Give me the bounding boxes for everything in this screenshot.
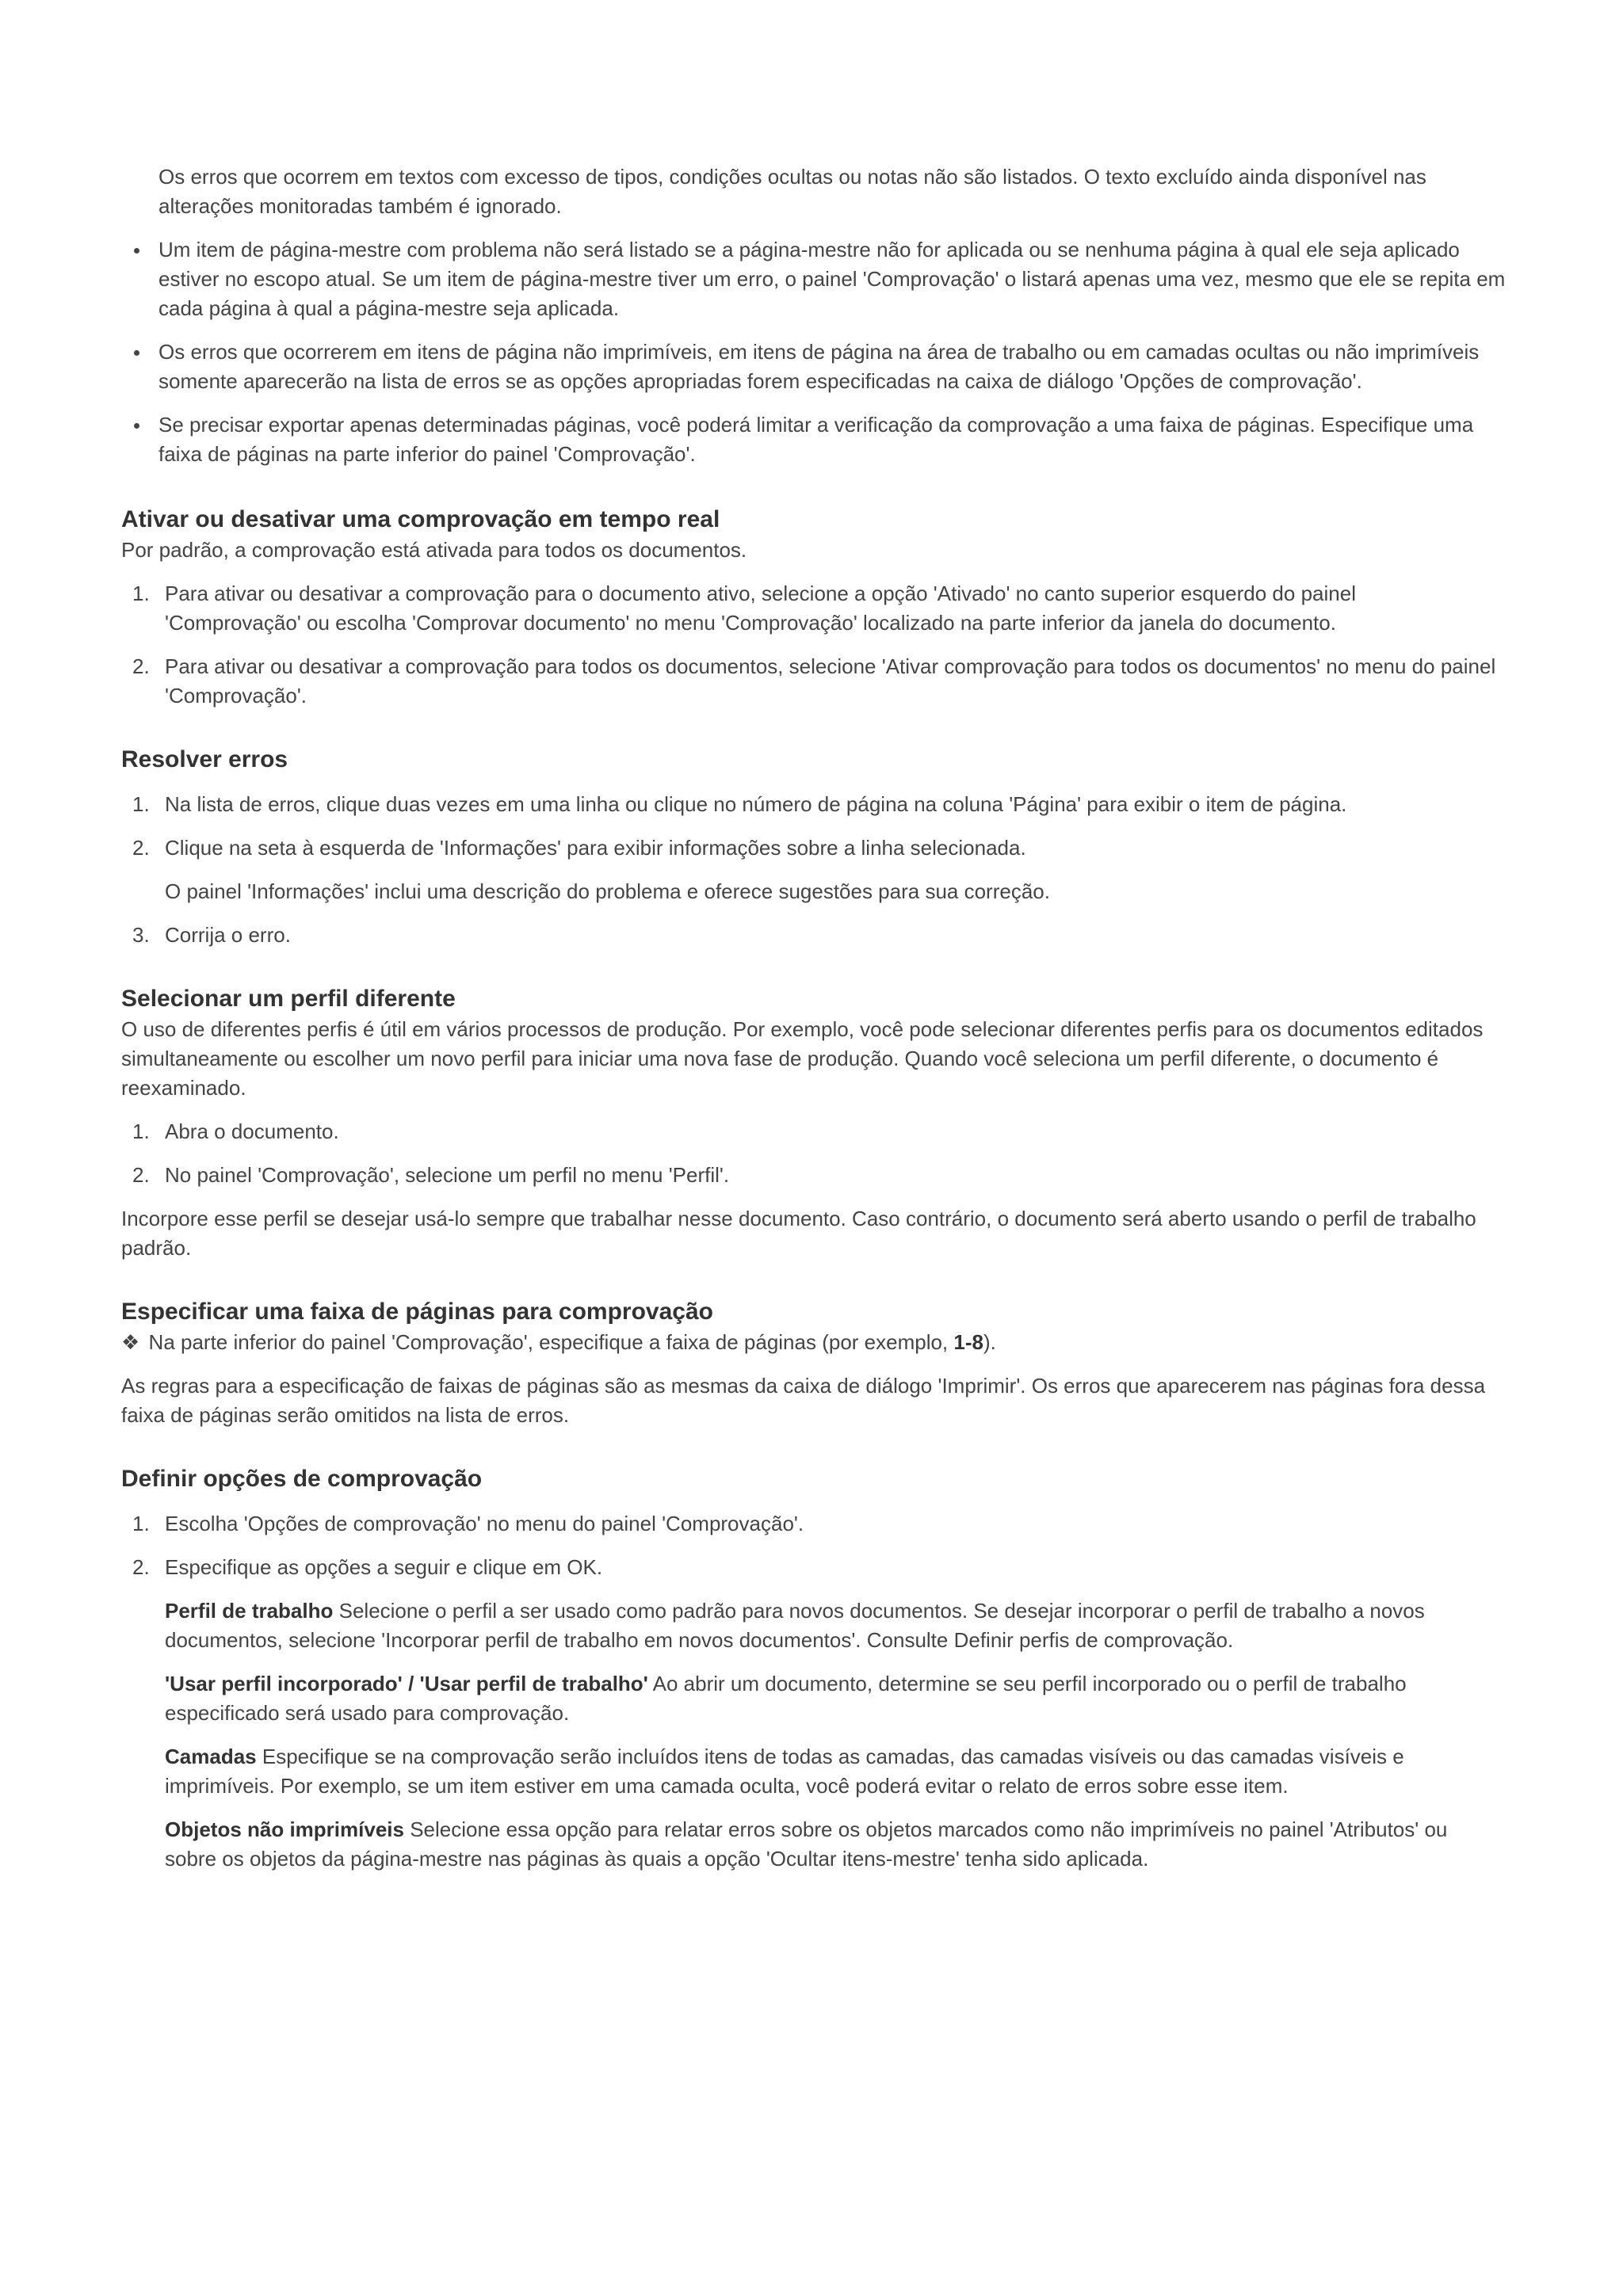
section-perfil xyxy=(121,983,1532,1263)
step-note: O painel 'Informações' inclui uma descrição do problema e oferece sugestões para sua correção. xyxy=(165,879,1050,903)
step-text-before: Na parte inferior do painel 'Comprovação', especifique a faixa de páginas (por exemplo, xyxy=(143,1330,954,1354)
step-number: 1. xyxy=(132,1119,150,1143)
list-item xyxy=(121,1161,1496,1190)
step-text: Escolha 'Opções de comprovação' no menu do painel 'Comprovação'. xyxy=(165,1512,804,1535)
step-number: 1. xyxy=(132,582,150,605)
option-item xyxy=(165,1815,1496,1874)
step-text: Corrija o erro. xyxy=(165,923,291,947)
option-term: Camadas xyxy=(165,1745,257,1768)
option-item xyxy=(165,1669,1496,1728)
section-heading: Selecionar um perfil diferente xyxy=(121,986,456,1012)
step-text: Na lista de erros, clique duas vezes em uma linha ou clique no número de página na coluna 'Página' para exibir o item de página. xyxy=(165,792,1347,816)
section-ativar xyxy=(121,504,1532,711)
step-number: 2. xyxy=(132,1555,150,1579)
steps-list xyxy=(121,579,1532,711)
option-desc: Selecione essa opção para relatar erros sobre os objetos marcados como não imprimíveis no painel 'Atributos' ou sobre os objetos da página-mestre nas páginas às quais a opção 'Ocultar itens-mestre' tenha sido aplicada. xyxy=(165,1817,1448,1871)
section-opcoes xyxy=(121,1463,1532,1874)
list-item: Um item de página-mestre com problema não será listado se a página-mestre não for aplicada ou se nenhuma página à qual ele seja aplicado estiver no escopo atual. Se um item de página-mestre tiver um erro, o painel 'Comprovação' o listará apenas uma vez, mesmo que ele se repita em cada página à qual a página-mestre seja aplicada. xyxy=(121,235,1522,323)
option-term: Objetos não imprimíveis xyxy=(165,1817,404,1841)
steps-list xyxy=(121,1117,1532,1190)
diamond-bullet-icon: ❖ xyxy=(121,1330,140,1354)
list-item: Se precisar exportar apenas determinadas páginas, você poderá limitar a verificação da comprovação a uma faixa de páginas. Especifique uma faixa de páginas na parte inferior do painel 'Comprovação'. xyxy=(121,410,1522,469)
list-item xyxy=(121,1509,1496,1539)
caveats-list xyxy=(121,235,1532,469)
step-text: Abra o documento. xyxy=(165,1119,339,1143)
option-desc: Selecione o perfil a ser usado como padrão para novos documentos. Se desejar incorporar o perfil de trabalho a novos documentos, selecione 'Incorporar perfil de trabalho em novos documentos'. Consulte Definir perfis de comprovação. xyxy=(165,1599,1425,1652)
step-text: Para ativar ou desativar a comprovação para o documento ativo, selecione a opção 'Ativado' no canto superior esquerdo do painel 'Comprovação' ou escolha 'Comprovar documento' no menu 'Comprovação' localizado na parte inferior da janela do documento. xyxy=(165,582,1356,635)
step-number: 2. xyxy=(132,836,150,860)
list-item xyxy=(121,1553,1496,1582)
step-number: 2. xyxy=(132,654,150,678)
step-text: Especifique as opções a seguir e clique em OK. xyxy=(165,1555,603,1579)
option-desc: Ao abrir um documento, determine se seu perfil incorporado ou o perfil de trabalho especificado será usado para comprovação. xyxy=(165,1672,1407,1725)
option-item xyxy=(165,1742,1496,1801)
section-outro: Incorpore esse perfil se desejar usá-lo sempre que trabalhar nesse documento. Caso contrário, o documento será aberto usando o perfil de trabalho padrão. xyxy=(121,1207,1476,1260)
page-content xyxy=(121,162,1532,1874)
step-text: Para ativar ou desativar a comprovação para todos os documentos, selecione 'Ativar comprovação para todos os documentos' no menu do painel 'Comprovação'. xyxy=(165,654,1496,707)
section-intro: Por padrão, a comprovação está ativada para todos os documentos. xyxy=(121,538,747,562)
section-resolver xyxy=(121,744,1532,950)
step-number: 1. xyxy=(132,1512,150,1535)
list-item xyxy=(121,921,1496,950)
continuation-paragraph: Os erros que ocorrem em textos com excesso de tipos, condições ocultas ou notas não são listados. O texto excluído ainda disponível nas alterações monitoradas também é ignorado. xyxy=(158,165,1426,218)
section-faixa xyxy=(121,1296,1532,1430)
section-outro: As regras para a especificação de faixas de páginas são as mesmas da caixa de diálogo 'Imprimir'. Os erros que aparecerem nas páginas fora dessa faixa de páginas serão omitidos na lista de erros. xyxy=(121,1374,1486,1427)
list-item: Os erros que ocorrerem em itens de página não imprimíveis, em itens de página na área de trabalho ou em camadas ocultas ou não imprimíveis somente aparecerão na lista de erros se as opções apropriadas forem especificadas na caixa de diálogo 'Opções de comprovação'. xyxy=(121,338,1522,396)
option-term: Perfil de trabalho xyxy=(165,1599,334,1623)
steps-list xyxy=(121,921,1532,950)
list-item xyxy=(121,1117,1496,1146)
step-number: 2. xyxy=(132,1163,150,1187)
list-item xyxy=(121,833,1496,863)
steps-list xyxy=(121,790,1532,863)
section-heading: Ativar ou desativar uma comprovação em tempo real xyxy=(121,506,720,532)
list-item xyxy=(121,790,1496,819)
step-text: Clique na seta à esquerda de 'Informações' para exibir informações sobre a linha selecionada. xyxy=(165,836,1026,860)
list-item xyxy=(121,579,1496,638)
section-heading: Definir opções de comprovação xyxy=(121,1466,483,1492)
option-desc: Especifique se na comprovação serão incluídos itens de todas as camadas, das camadas visíveis ou das camadas visíveis e imprimíveis. Por exemplo, se um item estiver em uma camada oculta, você poderá evitar o relato de erros sobre esse item. xyxy=(165,1745,1404,1798)
single-step xyxy=(121,1328,1532,1357)
step-text-after: ). xyxy=(983,1330,996,1354)
section-heading: Resolver erros xyxy=(121,746,288,772)
list-item xyxy=(121,652,1496,711)
option-item xyxy=(165,1596,1496,1655)
step-text-bold: 1-8 xyxy=(953,1330,983,1354)
steps-list xyxy=(121,1509,1532,1582)
section-intro: O uso de diferentes perfis é útil em vários processos de produção. Por exemplo, você pode selecionar diferentes perfis para os documentos editados simultaneamente ou escolher um novo perfil para iniciar uma nova fase de produção. Quando você seleciona um perfil diferente, o documento é reexaminado. xyxy=(121,1017,1484,1100)
option-term: 'Usar perfil incorporado' / 'Usar perfil de trabalho' xyxy=(165,1672,648,1695)
step-number: 3. xyxy=(132,923,150,947)
step-number: 1. xyxy=(132,792,150,816)
step-text: No painel 'Comprovação', selecione um perfil no menu 'Perfil'. xyxy=(165,1163,730,1187)
section-heading: Especificar uma faixa de páginas para comprovação xyxy=(121,1299,713,1325)
